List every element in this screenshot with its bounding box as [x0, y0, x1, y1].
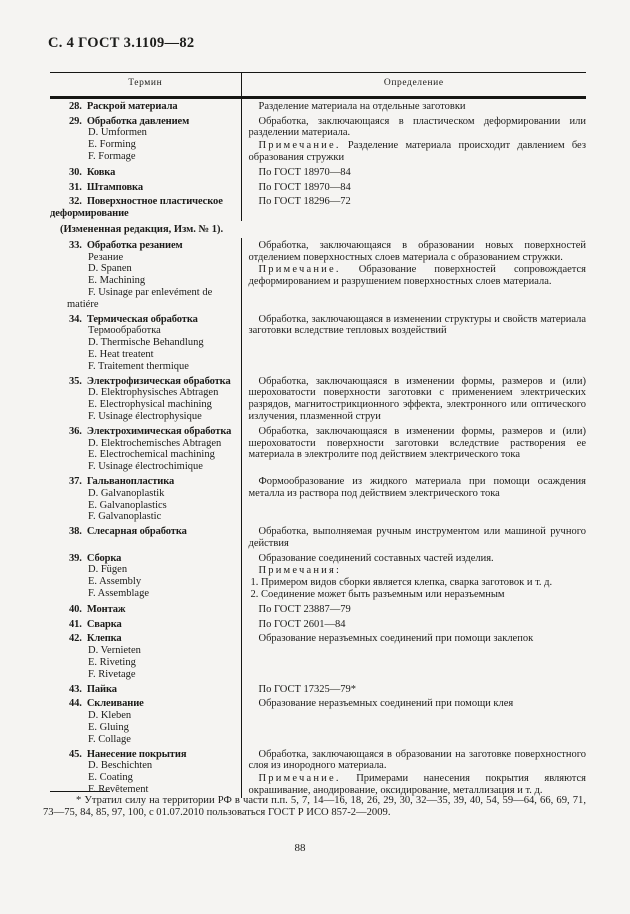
term-name: 41. Сварка — [69, 618, 122, 630]
term-translation: D. Beschichten — [88, 760, 153, 772]
term-name: 35. Электрофизическая обработка — [69, 375, 231, 387]
definition-paragraph: 2. Соединение может быть разъемным или неразъемным — [250, 589, 505, 601]
definition-cell — [241, 551, 586, 602]
definition-paragraph: Образование неразъемных соединений при помощи заклепок — [258, 633, 534, 645]
definition-paragraph: Обработка, выполняемая ручным инструментом или машиной ручного действия — [248, 526, 586, 549]
term-translation: Термообработка — [88, 325, 161, 337]
table-row — [50, 474, 586, 524]
term-translation: F. Usinage par enlevément de matiére — [67, 286, 213, 310]
term-translation: D. Fügen — [88, 564, 128, 576]
definition-paragraph: По ГОСТ 18296—72 — [258, 196, 351, 208]
term-number: 39. — [69, 552, 82, 564]
term-name: 31. Штамповка — [69, 181, 143, 193]
term-translation: E. Riveting — [88, 657, 136, 669]
term-cell — [50, 631, 241, 681]
footnote: * Утратил силу на территории РФ в части п.п. 5, 7, 14—16, 18, 26, 29, 30, 32—35, 39, 40, 54, 59—64, 66, 69, 71, 73—75, 84, 85, 97, 100, с 01.07.2010 пользоваться ГОСТ Р ИСО 857-2—2009. — [43, 795, 586, 819]
term-translation: D. Thermische Behandlung — [88, 337, 204, 349]
page-number: 88 — [294, 842, 306, 854]
term-name: 36. Электрохимическая обработка — [69, 425, 232, 437]
term-translation: F. Usinage électrophysique — [88, 410, 202, 422]
definition-cell — [241, 374, 586, 424]
term-cell — [50, 524, 241, 551]
term-number: 44. — [69, 698, 82, 710]
definition-cell — [241, 524, 586, 551]
term-translation: F. Rivetage — [88, 668, 136, 680]
term-translation: E. Galvanoplastics — [88, 499, 167, 511]
term-translation: F. Galvanoplastic — [88, 511, 162, 523]
table-row — [50, 194, 586, 221]
term-cell — [50, 602, 241, 617]
term-number: 43. — [69, 683, 82, 695]
term-name: 42. Клепка — [69, 633, 122, 645]
term-name: 37. Гальванопластика — [69, 475, 175, 487]
definition-cell — [241, 474, 586, 524]
term-translation: F. Collage — [88, 733, 131, 745]
term-number: 32. — [69, 196, 82, 208]
amendment-note: (Измененная редакция, Изм. № 1). — [60, 223, 224, 235]
term-cell — [50, 617, 241, 632]
definition-paragraph: Разделение материала на отдельные заготовки — [258, 100, 466, 112]
term-translation: E. Machining — [88, 275, 146, 287]
term-translation: D. Spanen — [88, 263, 132, 275]
definition-paragraph: Примечание. Разделение материала происходит давлением без образования стружки — [248, 140, 586, 163]
table-row — [50, 682, 586, 697]
term-name: 33. Обработка резанием — [69, 239, 183, 251]
definition-paragraph: 1. Примером видов сборки является клепка, сварка заготовок и т. д. — [250, 577, 553, 589]
definition-cell — [241, 238, 586, 312]
table-row — [50, 374, 586, 424]
term-translation: D. Galvanoplastik — [88, 487, 165, 499]
definition-paragraph — [249, 565, 587, 577]
term-name: 39. Сборка — [69, 552, 122, 564]
table-row — [50, 617, 586, 632]
definition-cell — [241, 194, 586, 221]
term-translation: E. Coating — [88, 772, 133, 784]
term-translation: F. Traitement thermique — [88, 360, 189, 372]
definition-paragraph: По ГОСТ 23887—79 — [258, 603, 351, 615]
footnote-divider — [50, 791, 110, 792]
definition-paragraph: Обработка, заключающаяся в пластическом деформировании или разделении материала. — [248, 115, 586, 139]
term-translation: D. Vernieten — [88, 645, 141, 657]
term-translation: Резание — [88, 251, 124, 263]
term-number: 35. — [69, 375, 82, 387]
definition-cell — [241, 682, 586, 697]
term-cell — [50, 97, 241, 113]
term-cell — [50, 165, 241, 180]
terms-table-wrap — [50, 72, 586, 798]
table-row — [50, 524, 586, 551]
term-translation: F. Usinage électrochimique — [88, 461, 203, 473]
table-row — [50, 97, 586, 113]
term-cell — [50, 312, 241, 374]
table-row — [50, 631, 586, 681]
term-number: 30. — [69, 166, 82, 178]
definition-cell — [241, 312, 586, 374]
definition-cell — [241, 97, 586, 113]
term-name: 32. Поверхностное пластическое деформирование — [50, 196, 223, 220]
terms-table — [50, 72, 586, 798]
term-name: 45. Нанесение покрытия — [69, 748, 187, 760]
table-row — [50, 424, 586, 474]
term-translation: E. Assembly — [88, 576, 142, 588]
term-number: 41. — [69, 618, 82, 630]
definition-paragraph: По ГОСТ 18970—84 — [258, 166, 351, 178]
note-label: Примечание. — [258, 773, 341, 785]
table-row — [50, 238, 586, 312]
definition-cell — [241, 631, 586, 681]
table-header-term: Термин — [50, 73, 241, 98]
term-translation: E. Forming — [88, 139, 136, 151]
term-cell — [50, 424, 241, 474]
term-name: 28. Раскрой материала — [69, 100, 178, 112]
definition-paragraph: Формообразование из жидкого материала при помощи осаждения металла из раствора под действием электрического тока — [248, 475, 586, 499]
definition-paragraph: По ГОСТ 2601—84 — [258, 618, 346, 630]
table-header-row — [50, 73, 586, 98]
definition-cell — [241, 424, 586, 474]
term-name: 29. Обработка давлением — [69, 115, 190, 127]
term-name: 40. Монтаж — [69, 603, 126, 615]
term-number: 28. — [69, 100, 82, 112]
term-name: 30. Ковка — [69, 166, 116, 178]
table-row — [50, 180, 586, 195]
definition-paragraph: Образование неразъемных соединений при помощи клея — [258, 698, 514, 710]
term-translation: E. Gluing — [88, 722, 129, 734]
definition-cell — [241, 696, 586, 746]
table-row — [50, 747, 586, 798]
term-number: 42. — [69, 633, 82, 645]
term-cell — [50, 374, 241, 424]
term-name: 34. Термическая обработка — [69, 313, 198, 325]
term-number: 38. — [69, 526, 82, 538]
term-translation: F. Formage — [88, 150, 136, 162]
definition-paragraph: Обработка, заключающаяся в изменении структуры и свойств материала заготовки вследствие тепловых воздействий — [248, 313, 586, 337]
definition-paragraph: По ГОСТ 18970—84 — [258, 181, 351, 193]
term-number: 33. — [69, 239, 82, 251]
term-name: 44. Склеивание — [69, 698, 144, 710]
term-cell — [50, 180, 241, 195]
term-name: 43. Пайка — [69, 683, 117, 695]
term-translation: D. Umformen — [88, 127, 147, 139]
definition-cell — [241, 114, 586, 165]
definition-cell — [241, 602, 586, 617]
definition-cell — [241, 617, 586, 632]
definition-paragraph: Обработка, заключающаяся в изменении формы, размеров и (или) шероховатости поверхности заготовки вследствие растворения ее материала в электролите под действием электрического тока — [248, 425, 586, 461]
term-translation: D. Elektrochemisches Abtragen — [88, 437, 222, 449]
term-cell — [50, 474, 241, 524]
term-number: 29. — [69, 115, 82, 127]
table-row — [50, 696, 586, 746]
term-cell — [50, 551, 241, 602]
term-number: 40. — [69, 603, 82, 615]
term-number: 34. — [69, 313, 82, 325]
term-number: 36. — [69, 425, 82, 437]
definition-cell — [241, 165, 586, 180]
term-name: 38. Слесарная обработка — [69, 526, 187, 538]
table-head — [50, 73, 586, 98]
table-row — [50, 312, 586, 374]
term-cell — [50, 238, 241, 312]
definition-paragraph: Обработка, заключающаяся в образовании на заготовке поверхностного слоя из инородного материала. — [248, 748, 586, 772]
definition-cell — [241, 747, 586, 798]
table-row — [50, 221, 586, 238]
page-title: С. 4 ГОСТ 3.1109—82 — [48, 35, 195, 51]
term-number: 45. — [69, 748, 82, 760]
term-translation: E. Electrochemical machining — [88, 449, 215, 461]
definition-paragraph: Обработка, заключающаяся в изменении формы, размеров и (или) шероховатости поверхности заготовки с применением электрических разрядов, магнитострикционного эффекта, электронного или оптического излучения, плазменной струи — [248, 375, 586, 422]
table-row — [50, 602, 586, 617]
term-number: 31. — [69, 181, 82, 193]
term-cell — [50, 696, 241, 746]
definition-paragraph: Обработка, заключающаяся в образовании новых поверхностей отделением поверхностных слоев материала с образованием стружки. — [248, 239, 586, 263]
term-translation: F. Assemblage — [88, 588, 149, 600]
note-label: Примечание. — [258, 140, 341, 152]
term-translation: D. Kleben — [88, 710, 132, 722]
table-row — [50, 165, 586, 180]
term-translation: E. Electrophysical machining — [88, 399, 212, 411]
note-label: Примечание. — [258, 264, 341, 276]
definition-cell — [241, 180, 586, 195]
table-body — [50, 97, 586, 798]
definition-paragraph: По ГОСТ 17325—79* — [258, 683, 357, 695]
term-cell — [50, 682, 241, 697]
table-header-definition: Определение — [241, 73, 586, 98]
definition-paragraph: Примечание. Примерами нанесения покрытия являются окрашивание, анодирование, оксидирование, металлизация и т. д. — [248, 773, 586, 797]
term-translation: F. Revêtement — [88, 784, 149, 796]
note-label: Примечания: — [258, 565, 342, 577]
table-row — [50, 114, 586, 165]
term-cell — [50, 114, 241, 165]
term-translation: E. Heat treatent — [88, 348, 154, 360]
term-number: 37. — [69, 475, 82, 487]
table-row — [50, 551, 586, 602]
term-translation: D. Elektrophysisches Abtragen — [88, 387, 219, 399]
definition-paragraph: Образование соединений составных частей изделия. — [258, 552, 494, 564]
term-cell — [50, 194, 241, 221]
definition-paragraph: Примечание. Образование поверхностей сопровождается деформированием и разрушением поверхностных слоев материала. — [248, 264, 586, 288]
